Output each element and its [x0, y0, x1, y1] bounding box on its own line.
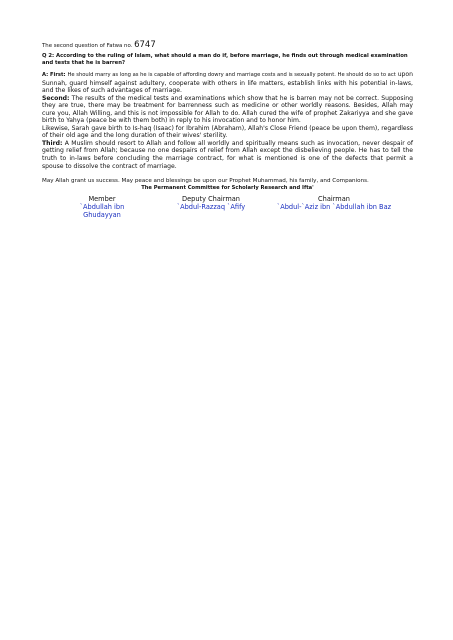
fatwa-prefix: The second question of Fatwa no. [42, 43, 133, 49]
signatory-name: `Abdul-`Aziz ibn `Abdullah ibn Baz [276, 203, 392, 212]
answer-third-paragraph [42, 140, 413, 170]
signatory-title: Deputy Chairman [182, 195, 240, 204]
signatory-name: `Abdul-Razzaq `Afify [176, 203, 246, 212]
committee-name: The Permanent Committee for Scholarly Research and Ifta' [141, 185, 314, 192]
signatory-deputy-chairman [168, 195, 254, 211]
closing-text: May Allah grant us success. May peace and blessings be upon our Prophet Muhammad, his family, and Companions. [42, 178, 369, 185]
signatory-title: Chairman [318, 195, 350, 204]
first-text: upon Sunnah, guard himself against adultery, cooperate with others in life matters, establish links with his potential in-laws, and the likes of such advantages of marriage. [42, 71, 414, 95]
answer-likewise-paragraph: Likewise, Sarah gave birth to Is-haq (Isaac) for Ibrahim (Abraham), Allah's Close Friend (peace be upon them), regardless of their old age and the long duration of their wives' sterility. [42, 124, 413, 140]
signatory-chairman [268, 195, 400, 211]
signatory-member [62, 195, 142, 219]
fatwa-content [42, 40, 414, 220]
first-lead-text: He should marry as long as he is capable of affording dowry and marriage costs and is sexually potent. He should do so to act [67, 72, 396, 78]
answer-second-paragraph [42, 95, 413, 125]
signatory-title: Member [88, 195, 116, 204]
third-text: A Muslim should resort to Allah and follow all worldly and spiritually means such as invocation, never despair of getting relief from Allah; because no one despairs of relief from Allah except the disbelieving people. He has to tell the truth to in-laws before concluding the marriage contract, for what is mentioned is one of the defects that permit a spouse to dissolve the contract of marriage. [42, 139, 414, 170]
signatory-name: `Abdullah ibn Ghudayyan [79, 203, 125, 220]
second-label: Second: [42, 94, 70, 102]
fatwa-number-line [42, 41, 413, 50]
answer-first-paragraph [42, 71, 413, 95]
first-label: A: First: [42, 72, 66, 78]
answer-body [42, 71, 413, 170]
question-text: Q 2: According to the ruling of Islam, what should a man do if, before marriage, he finds out through medical examination and tests that he is barren? [42, 53, 408, 66]
fatwa-number: 6747 [134, 40, 156, 50]
second-text: The results of the medical tests and examinations which show that he is barren may not be correct. Supposing they are true, there may be treatment for barrenness such as medicine or other worldly reasons. Besides, Allah may cure you, Allah Willing, and this is not impossible for Allah to do. Allah cured the wife of prophet Zakariyya and she gave birth to Yahya (peace be with them both) in reply to his invocation and to honor him. [42, 94, 414, 125]
signatories [42, 195, 413, 220]
third-label: Third: [42, 139, 63, 147]
